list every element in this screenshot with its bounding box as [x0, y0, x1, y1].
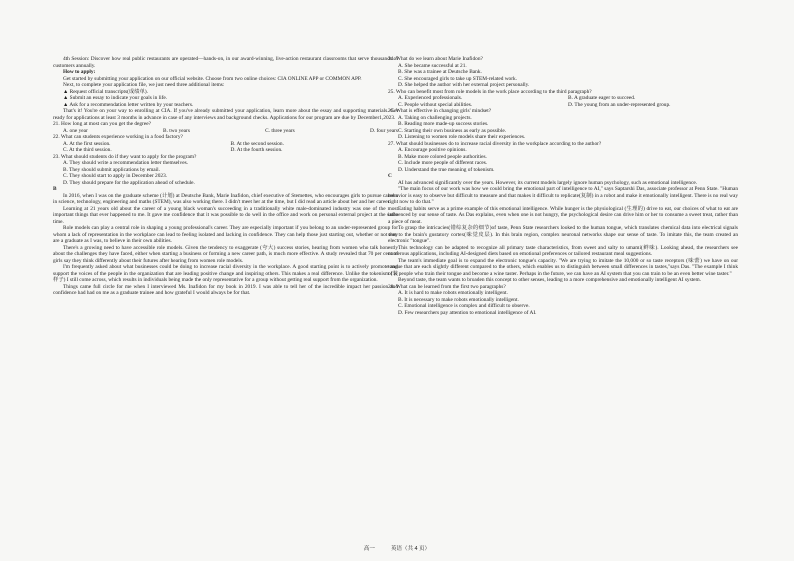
apply-item-2: ▲ Submit an essay to indicate your goals in life.: [63, 95, 168, 101]
passage-b-paragraph-2: Learning at 21 years old about the career of a young black woman's succeeding in a traditionally white male-dominated industry was one of the most important things that ever happened to me. It gave me confidence that it was possible to do well in the office and work on personal external project at the same time.: [53, 205, 398, 225]
option-28-c: C. Emotional intelligence is complex and difficult to observe.: [398, 303, 530, 309]
option-28-a: A. It is hard to make robots emotionally intelligent.: [398, 290, 508, 296]
option-26-c: C. Starting their own business as early as possible.: [398, 127, 507, 134]
passage-c-paragraph-5: This technology can be adapted to recognize all primary taste characteristics, from sweet and salty to umami(鲜味). Looking ahead, the researchers see numerous applications, including AI-designed diets based on emotional preferences or tailored restaurant meal suggestions.: [388, 244, 738, 257]
question-22-options-row2: [53, 147, 398, 154]
page-footer: [0, 544, 794, 552]
option-28-b: B. It is necessary to make robots emotionally intelligent.: [398, 296, 519, 303]
left-column: [53, 56, 398, 297]
question-27: 27. What should businesses do to increase racial diversity in the workplace according to the author?: [388, 140, 602, 147]
option-27-a: A. Encourage positive opinions.: [398, 147, 467, 153]
option-22-c: C. At the third session.: [63, 147, 112, 153]
option-27-d: D. Understand the true meaning of tokenism.: [398, 166, 495, 173]
apply-item-1: ▲ Request official transcripts(成绩单).: [63, 88, 149, 95]
question-28: 28. What can be learned from the first two paragraphs?: [388, 283, 506, 290]
session-4-text: 4th Session: Discover how real public restaurants are operated—hands-on, in our award-winning, live-action restaurant classrooms that serve thousands of customers annually.: [53, 56, 398, 69]
option-21-c: C. three years: [265, 127, 295, 134]
option-23-a: A. They should write a recommendation letter themselves.: [63, 160, 188, 166]
option-26-d: D. Listening to women role models share their experiences.: [398, 134, 526, 140]
option-23-c: C. They should start to apply in December 2023.: [63, 173, 168, 179]
option-21-a: A. one year: [63, 127, 88, 134]
footer-grade: 高一: [363, 546, 375, 552]
option-27-b: B. Make more colored people authorities.: [398, 153, 487, 160]
option-26-b: B. Reading more made-up success stories.: [398, 121, 489, 127]
right-column: [388, 56, 738, 316]
option-24-c: C. She encouraged girls to take up STEM-related work.: [398, 75, 518, 82]
apply-step-3: That's it! You're on your way to enrolling at CIA. If you've already submitted your application, learn more about the essay and supporting materials. Get ready for applications at least 3 months in advance in case of any interviews and background checks. Applications for our program are due by December1,2023.: [53, 108, 398, 121]
passage-b-paragraph-5: I'm frequently asked about what businesses could be doing to increase racial diversity in the workplace. A good starting point is to actively promote and support the voices of the people in the organization that are leading positive change and inspiring others. This makes a real difference. Unlike the tokenism (装样子) I still come across, which results in individuals being made the only representative for a group without getting real support from the organization.: [53, 264, 398, 283]
option-26-a: A. Taking on challenging projects.: [398, 114, 472, 121]
option-23-b: B. They should submit applications by email.: [63, 166, 160, 173]
apply-step-2: Next, to complete your application file, we just need three additional items:: [63, 82, 225, 88]
question-22: 22. What can students experience working in a food factory?: [53, 134, 183, 140]
question-25: 25. Who can benefit most from role models in the work place according to the third paragraph?: [388, 88, 592, 95]
option-22-d: D. At the fourth session.: [230, 147, 283, 153]
section-c-heading: C: [388, 173, 392, 179]
question-26: 26. What is effective in changing girls' mindset?: [388, 108, 492, 114]
apply-step-1: Get started by submitting your application on our official website. Choose from two online choices: CIA ONLINE APP or COMMON APP.: [63, 75, 362, 82]
option-24-b: B. She was a trainee at Deutsche Bank.: [398, 69, 482, 75]
apply-item-3: ▲ Ask for a recommendation letter written by your teachers.: [63, 101, 194, 108]
passage-c-paragraph-4: To grasp the intricacies(错综复杂的细节)of taste, Penn State researchers looked to the human tongue, which translates chemical data into electrical signals sent to the brain's gustatory cortex(味觉皮层). In this brain region, complex neuronal networks shape our sense of taste. To imitate this, the team created an electronic "tongue".: [388, 225, 738, 244]
passage-b-paragraph-1: In 2016, when I was on the graduate scheme (计划) at Deutsche Bank, Marie Inafidon, chief executive of Stemettes, who encourages girls to pursue careers in science, technology, engineering and maths (STEM), was also working there. I didn't meet her at the time, but I did read an article about her and her career.: [53, 192, 398, 205]
passage-b-paragraph-3: Role models can play a central role in shaping a young professional's career. They are especially important if you belong to an under-represented group for whom a lack of representation in the workplace can lead to feeling isolated and lacking in confidence. They can help those just starting out, whether or not they are a graduate as I was, to believe in their own abilities.: [53, 225, 398, 244]
passage-c-paragraph-6: The team's immediate goal is to expand the electronic tongue's capacity. "We are trying to imitate the 10,000 or so taste receptors (味蕾) we have on our tongue that are each slightly different compared to the others, which enables us to distinguish between small differences in tastes,"says Das. "The example I think of is people who train their tongue and become a wine taster. Perhaps in the future, we can have an AI system that you can train to be an even better wine taster.": [388, 257, 738, 277]
option-25-a: A. Experienced professionals.: [398, 95, 463, 101]
passage-b-paragraph-4: There's a growing need to have accessible role models. Given the tendency to exaggerate (夸大) success stories, hearing from women who talk honestly about the challenges they have faced, either when starting a business or forming a new career path, is much more effective. A study revealed that 70 per cent of girls say they think differently about their futures after hearing from women role models.: [53, 244, 398, 264]
question-21: 21. How long at most can you get the degree?: [53, 121, 151, 127]
option-25-c: C. People without special abilities.: [398, 101, 473, 108]
option-24-a: A. She became successful at 21.: [398, 62, 467, 69]
footer-subject: 英语（共 4 页）: [390, 546, 431, 552]
option-27-c: C. Include more people of different races.: [398, 160, 488, 166]
how-to-apply-heading: How to apply:: [63, 69, 96, 75]
passage-b-paragraph-6: Things came full circle for me when I interviewed Ms. Inafidon for my book in 2019. I was able to tell her of the incredible impact her passion and confidence had had on me as a graduate trainee and how grateful I would always be for that.: [53, 283, 398, 296]
option-25-d: D. The young from an under-represented group.: [568, 101, 671, 108]
option-21-d: D. four years: [369, 127, 398, 134]
passage-c-paragraph-7: Beyond taste, the team wants to broaden this concept to other senses, leading to a more comprehensive and emotionally intelligent AI system.: [398, 277, 702, 283]
option-21-b: B. two years: [163, 127, 190, 134]
section-b-heading: B: [53, 186, 57, 192]
passage-c-paragraph-2: "The main focus of our work was how we could bring the emotional part of intelligence to AI," says Saptarshi Das, associate professor at Penn State. "Human behavior is easy to observe but difficult to measure and that makes it difficult to replicate(复制) in a robot and make it emotionally intelligent. There is no real way right now to do that.": [388, 186, 738, 205]
passage-c-paragraph-3: Eating habits serve as a prime example of this emotional intelligence. While hunger is the physiological (生理的) drive to eat, our choices of what to eat are influenced by our sense of taste. As Das explains, even when one is not hungry, the psychological desire can drive him or her to consume a sweet treat, rather than a piece of meat.: [388, 205, 738, 225]
option-23-d: D. They should prepare for the application ahead of schedule.: [63, 179, 195, 186]
option-22-a: A. At the first session.: [63, 140, 111, 147]
question-24: 24. What do we learn about Marie Inafidon?: [388, 56, 483, 62]
passage-c-paragraph-1: AI has advanced significantly over the years. However, its current models largely ignore human psychology, such as emotional intelligence.: [398, 179, 698, 186]
option-28-d: D. Few researchers pay attention to emotional intelligence of AI.: [398, 309, 537, 316]
option-24-d: D. She helped the author with her external project personally.: [398, 82, 530, 88]
question-23: 23. What should students do if they want to apply for the program?: [53, 153, 197, 160]
option-25-b: B. A graduate eager to succeed.: [568, 95, 636, 101]
option-22-b: B. At the second session.: [230, 140, 284, 147]
